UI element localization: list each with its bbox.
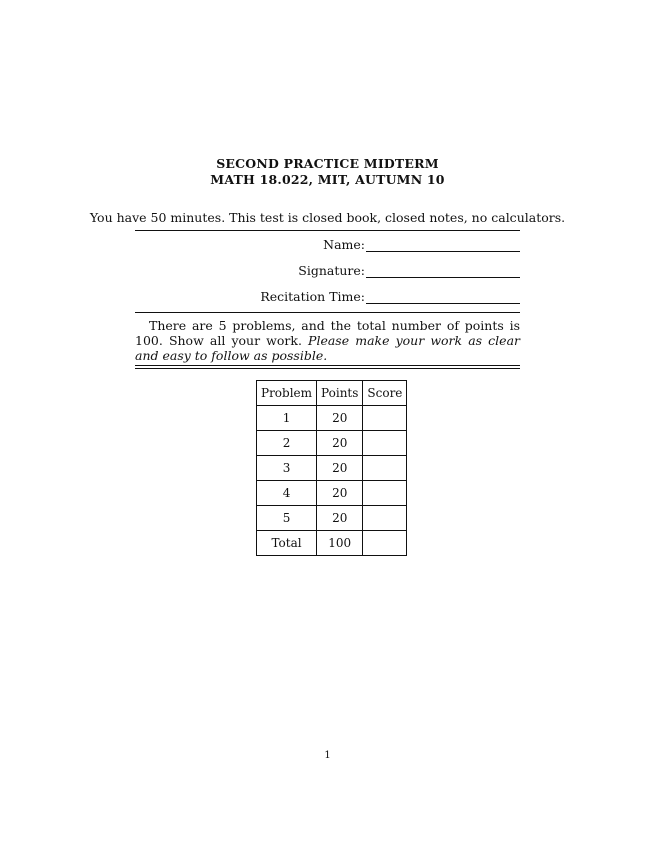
instructions-paragraph bbox=[135, 318, 520, 363]
divider bbox=[135, 230, 520, 231]
problem-cell: 4 bbox=[257, 481, 317, 506]
score-table bbox=[256, 380, 407, 556]
name-field[interactable] bbox=[135, 236, 520, 252]
page-title: SECOND PRACTICE MIDTERM bbox=[216, 156, 439, 171]
signature-field[interactable] bbox=[135, 262, 520, 278]
name-label: Name: bbox=[323, 237, 365, 252]
total-label-cell: Total bbox=[257, 531, 317, 556]
divider bbox=[135, 312, 520, 313]
signature-input-line[interactable] bbox=[366, 265, 520, 278]
double-divider-top bbox=[135, 365, 520, 366]
column-header-score: Score bbox=[363, 381, 407, 406]
points-cell: 20 bbox=[317, 431, 363, 456]
problem-cell: 3 bbox=[257, 456, 317, 481]
points-cell: 20 bbox=[317, 456, 363, 481]
instructions-text: There are 5 problems, and the total number of points is 100. Show all your work. bbox=[135, 318, 520, 348]
problem-cell: 5 bbox=[257, 506, 317, 531]
table-row bbox=[257, 431, 407, 456]
points-cell: 20 bbox=[317, 506, 363, 531]
table-total-row bbox=[257, 531, 407, 556]
name-input-line[interactable] bbox=[366, 239, 520, 252]
score-cell[interactable] bbox=[363, 506, 407, 531]
points-cell: 20 bbox=[317, 406, 363, 431]
recitation-time-field[interactable] bbox=[135, 288, 520, 304]
score-cell[interactable] bbox=[363, 456, 407, 481]
recitation-time-input-line[interactable] bbox=[366, 291, 520, 304]
score-cell[interactable] bbox=[363, 481, 407, 506]
table-row bbox=[257, 481, 407, 506]
total-score-cell[interactable] bbox=[363, 531, 407, 556]
course-subtitle: MATH 18.022, MIT, AUTUMN 10 bbox=[210, 172, 445, 187]
score-cell[interactable] bbox=[363, 406, 407, 431]
signature-label: Signature: bbox=[298, 263, 365, 278]
recitation-time-label: Recitation Time: bbox=[260, 289, 365, 304]
instructions-emphasis: Please make your work as clear and easy to follow as possible. bbox=[135, 333, 520, 363]
total-points-cell: 100 bbox=[317, 531, 363, 556]
table-row bbox=[257, 506, 407, 531]
double-divider-bottom bbox=[135, 368, 520, 369]
exam-intro-text: You have 50 minutes. This test is closed book, closed notes, no calculators. bbox=[89, 210, 566, 225]
points-cell: 20 bbox=[317, 481, 363, 506]
table-header-row bbox=[257, 381, 407, 406]
problem-cell: 2 bbox=[257, 431, 317, 456]
column-header-problem: Problem bbox=[257, 381, 317, 406]
column-header-points: Points bbox=[317, 381, 363, 406]
score-cell[interactable] bbox=[363, 431, 407, 456]
table-row bbox=[257, 406, 407, 431]
table-row bbox=[257, 456, 407, 481]
problem-cell: 1 bbox=[257, 406, 317, 431]
page-number: 1 bbox=[324, 750, 331, 761]
